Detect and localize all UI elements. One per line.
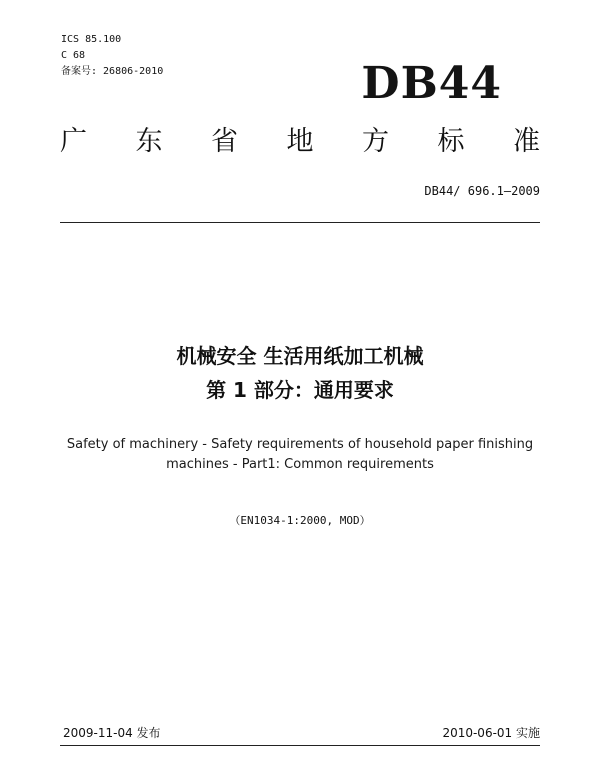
top-divider [60,222,540,223]
org-title-char: 省 [211,126,238,157]
org-title-char: 标 [437,126,465,157]
chinese-title-line-1: 机械安全 生活用纸加工机械 [176,344,424,368]
implementation-date: 2010-06-01 实施 [442,726,540,740]
english-title-line-1: Safety of machinery - Safety requirements of household paper finishing [66,437,534,452]
record-number: 备案号: 26806-2010 [61,66,164,77]
org-title-char: 广 [60,126,87,157]
bottom-divider [60,745,540,746]
issue-date: 2009-11-04 发布 [63,726,161,740]
standard-code: DB44/ 696.1—2009 [424,184,540,198]
equivalence-note: （EN1034-1:2000, MOD） [229,514,371,527]
org-title-char: 东 [135,126,163,157]
db44-logo: DB44 [361,58,502,109]
ccs-code: C 68 [61,50,86,61]
english-title-line-2: machines - Part1: Common requirements [166,457,434,472]
org-title-char: 准 [513,126,540,157]
organization-title [60,126,540,158]
org-title-char: 地 [286,126,314,157]
ics-code: ICS 85.100 [61,34,122,45]
chinese-title-line-2: 第 1 部分：通用要求 [206,378,394,402]
org-title-char: 方 [362,126,389,157]
